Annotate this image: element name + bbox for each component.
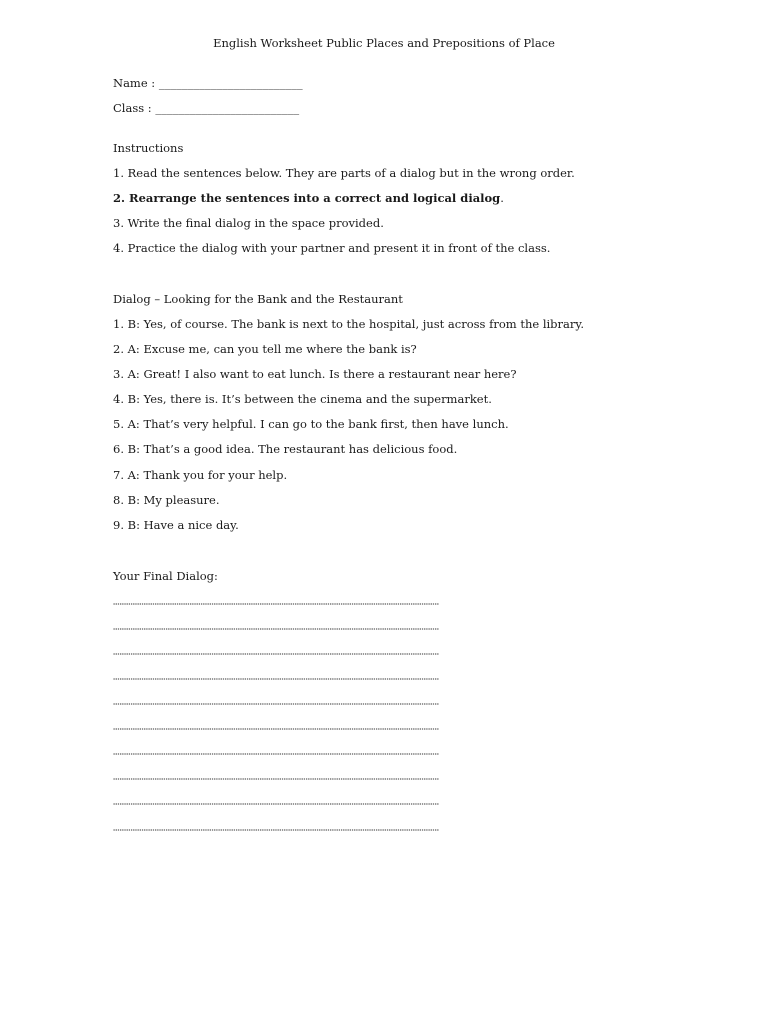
page-title: English Worksheet Public Places and Prepositions of Place — [213, 36, 555, 50]
writing-line — [113, 653, 439, 655]
dialog-line-4: 4. B: Yes, there is. It’s between the cinema and the supermarket. — [113, 392, 492, 406]
dialog-line-7: 7. A: Thank you for your help. — [113, 468, 288, 482]
writing-line — [113, 628, 439, 630]
instruction-item-2 — [113, 191, 504, 205]
dialog-line-8: 8. B: My pleasure. — [113, 493, 220, 507]
writing-line — [113, 803, 439, 805]
dialog-line-2: 2. A: Excuse me, can you tell me where the bank is? — [113, 342, 417, 356]
instruction-item-2-text: 2. Rearrange the sentences into a correct and logical dialog — [113, 191, 501, 205]
dialog-line-6: 6. B: That’s a good idea. The restaurant has delicious food. — [113, 442, 458, 456]
writing-line — [113, 829, 439, 831]
final-dialog-heading: Your Final Dialog: — [113, 569, 218, 583]
instruction-item-2-period: . — [500, 191, 504, 205]
writing-line — [113, 603, 439, 605]
class-field: Class : _________________________ — [113, 101, 300, 115]
writing-line — [113, 678, 439, 680]
instructions-heading: Instructions — [113, 141, 184, 155]
dialog-line-9: 9. B: Have a nice day. — [113, 518, 239, 532]
name-field: Name : _________________________ — [113, 76, 303, 90]
writing-line — [113, 728, 439, 730]
writing-line — [113, 778, 439, 780]
dialog-line-1: 1. B: Yes, of course. The bank is next to the hospital, just across from the library. — [113, 317, 585, 331]
dialog-line-3: 3. A: Great! I also want to eat lunch. Is there a restaurant near here? — [113, 367, 517, 381]
dialog-heading: Dialog – Looking for the Bank and the Restaurant — [113, 292, 403, 306]
writing-line — [113, 753, 439, 755]
instruction-item-1: 1. Read the sentences below. They are parts of a dialog but in the wrong order. — [113, 166, 575, 180]
instruction-item-4: 4. Practice the dialog with your partner and present it in front of the class. — [113, 241, 551, 255]
instruction-item-3: 3. Write the final dialog in the space provided. — [113, 216, 384, 230]
writing-line — [113, 703, 439, 705]
dialog-line-5: 5. A: That’s very helpful. I can go to the bank first, then have lunch. — [113, 417, 509, 431]
